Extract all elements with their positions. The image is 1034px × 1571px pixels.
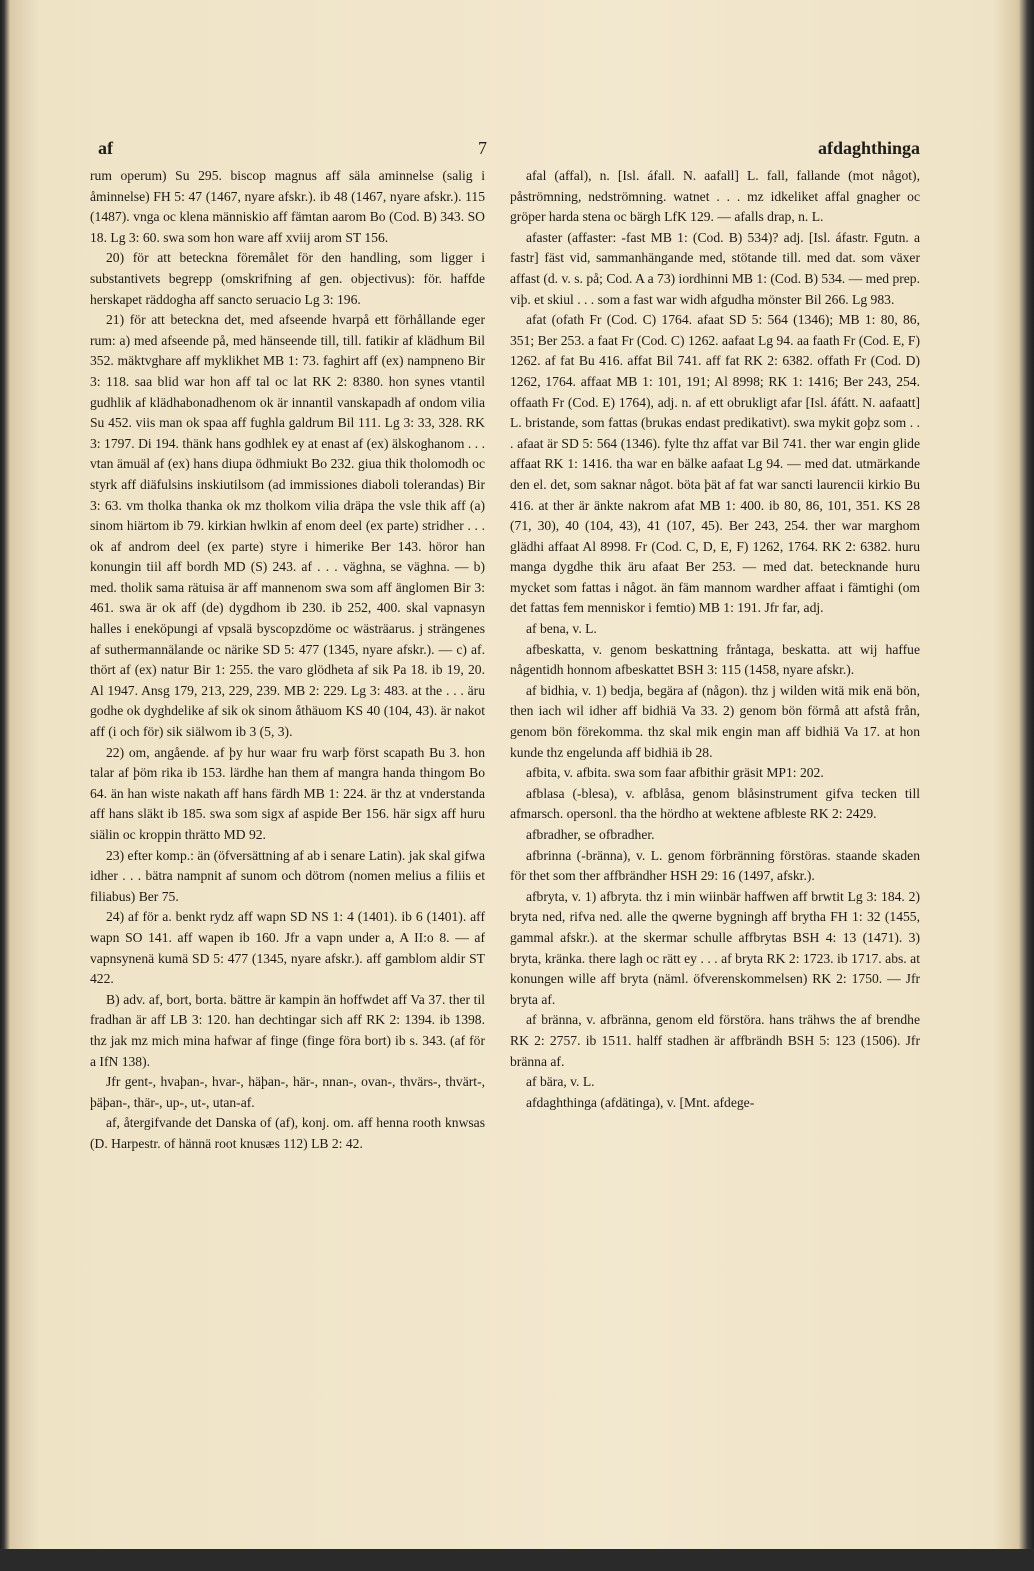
entry-paragraph: afaster (affaster: -fast MB 1: (Cod. B) 534)? adj. [Isl. áfastr. Fgutn. a fastr] fäst vid, sammanhängande med, stötande till. med dat. som växer affast (d. v. s. på; Cod. A a 73) iordhinni MB 1: (Cod. B) 534. — med prep. viþ. et skiul . . . som a fast war widh afgudha mönster Bil 266. Lg 983.: [510, 229, 920, 307]
entry-paragraph: afblasa (-blesa), v. afblåsa, genom blåsinstrument gifva tecken till afmarsch. opersonl. tha the hördho at wektene afbleste RK 2: 2429.: [510, 785, 920, 822]
page-number: 7: [478, 138, 487, 158]
left-column: [90, 166, 485, 1155]
entry-paragraph: 23) efter komp.: än (öfversättning af ab i senare Latin). jak skal gifwa idher . . . bätra nampnit af sunom och dötrom (nomen melius a filiis et filiabus) Ber 75.: [90, 847, 485, 904]
entry-paragraph: afbeskatta, v. genom beskattning fråntaga, beskatta. att wij haffue någentidh honnom afbeskattet BSH 3: 115 (1458, nyare afskr.).: [510, 641, 920, 678]
entry-paragraph: afbryta, v. 1) afbryta. thz i min wiinbär haffwen aff brwtit Lg 3: 184. 2) bryta ned, rifva ned. alle the qwerne bygningh aff brytha FH 1: 32 (1455, gammal afskr.). at the skermar schulle affbrytas BSH 4: 13 (1471). 3) bryta, kränka. there lagh oc rätt ey . . . af bryta RK 2: 1723. ib 1717. abs. at konungen wille aff bryta (näml. öfverenskommelsen) RK 2: 1750. — Jfr bryta af.: [510, 888, 920, 1007]
header-left-guide-word: af: [98, 138, 113, 158]
entry-paragraph: afal (affal), n. [Isl. áfall. N. aafall] L. fall, fallande (mot något), påströmning, nedströmning. watnet . . . mz idkeliket affal gnagher oc gröper harda stena oc bärgh LfK 129. — afalls drap, n. L.: [510, 168, 920, 225]
entry-paragraph: af bidhia, v. 1) bedja, begära af (någon). thz j wilden witä mik enä bön, then iach wil idher aff bidhiä Va 33. 2) genom bön förmå att afstå från, genom bön förekomma. thz skal mik engin man aff bidhiä Va 17. at hon kunde thz engelunda aff bidhiä ib 28.: [510, 682, 920, 760]
entry-paragraph: 20) för att beteckna föremålet för den handling, som ligger i substantivets begrepp (omskrifning af gen. objectivus): för. haffde herskapet räddogha aff sancto seruacio Lg 3: 196.: [90, 250, 485, 307]
entry-paragraph: afat (ofath Fr (Cod. C) 1764. afaat SD 5: 564 (1346); MB 1: 80, 86, 351; Ber 253. a faat Fr (Cod. C) 1262. aafaat Lg 94. aa faath Fr (Cod. E, F) 1262. af fat Bu 416. affat Bil 741. aff fat RK 2: 6382. offath Fr (Cod. D) 1262, 1764. affaat MB 1: 101, 191; Al 8998; RK 1: 1416; Ber 243, 254. offaath Fr (Cod. E) 1764), adj. n. af ett obrukligt afar [Isl. áfátt. N. aafaatt] L. bristande, som fattas (brukas endast predikativt). swa mykit goþz som . . . afaat är SD 5: 564 (1346). fylte thz affat var Bil 741. ther war engin glide affaat RK 1: 1416. tha war en bälke aafaat Lg 94. — med dat. utmärkande den el. det, som saknar något. böta þät af fat war sancti laurencii kirkio Bu 416. at ther är änkte nakrom afat MB 1: 400. ib 80, 86, 101, 351. KS 28 (71, 30), 40 (104, 43), 41 (107, 45). Ber 243, 254. ther war marghom glädhi affaat Al 8998. Fr (Cod. C, D, E, F) 1262, 1764. RK 2: 6382. huru manga dygdhe thik äru afaat Ber 253. — med dat. betecknande huru mycket som fattas i något. än fäm mannom wardher affaat i fämtighi (om det fattas fem menniskor i femtio) MB 1: 191. Jfr far, adj.: [510, 312, 920, 616]
entry-paragraph: 21) för att beteckna det, med afseende hvarpå ett förhållande eger rum: a) med afseende på, med hänseende till, till. fatikir af klädhum Bil 352. mäktvghare aff myklikhet MB 1: 73. faghirt aff (ex) nampneno Bir 3: 118. saa blid war hon aff tal oc lat RK 2: 8380. hon synes vtantil gudhlik af klädhabonadhenom ok är innantil vanskapadh af ondom vilia Su 452. viis man ok spaa aff fughla galdrum Bil 111. Lg 3: 33, 328. RK 3: 1797. Di 194. thänk hans godhlek ey at enast af (ex) älskoghanom . . . vtan ämuäl af (ex) hans diupa ödhmiukt Bo 232. giua thik tholomodh oc styrk aff diäfulsins inskiutilsom (ad immissiones diaboli tolerandas) Bir 3: 63. vm tholka thanka ok mz tholkom vilia dräpa the vsle thik aff (a) sinom hiärtom ib 79. kirkian hwlkin af enom deel (ex parte) stridher . . . ok af androm deel (ex parte) styre i himerike Ber 143. höror han konungin tiil aff bordh MD (S) 243. af . . . väghna, se väghna. — b) med. tholik sama rätuisa är aff mannenom swa som aff änglomen Bir 3: 461. swa är ok aff (de) dygdhom ib 230. ib 252, 400. skal vapnasyn halles i eneköpungi af vpsalä byscopzdöme oc wästräarus. j strängenes af suthermannälande oc närike SD 5: 477 (1345, nyare afskr.). — c) af. thört af (ex) natur Bir 1: 255. the varo glödheta af sik Pa 18. ib 19, 20. Al 1947. Ansg 179, 213, 229, 239. MB 2: 229. Lg 3: 483. at the . . . äru godhe ok dyghdelike af sik ok sinom åthäuom KS 40 (104, 43). är nakot aff (i och för) sik siälwom ib 3 (5, 3).: [90, 312, 485, 740]
entry-paragraph: B) adv. af, bort, borta. bättre är kampin än hoffwdet aff Va 37. ther til fradhan är aff LB 3: 120. han dechtingar sich aff RK 2: 1394. ib 1398. thz jak mz mich mina hafwar af finge (finge föra bort) ib s. 343. (af för a IfN 138).: [90, 991, 485, 1069]
entry-paragraph: afbrinna (-bränna), v. L. genom förbränning förstöras. staande skaden för thet som ther affbrändher HSH 29: 16 (1497, afskr.).: [510, 847, 920, 884]
right-column: [510, 166, 920, 1113]
entry-paragraph: 24) af för a. benkt rydz aff wapn SD NS 1: 4 (1401). ib 6 (1401). aff wapn SO 141. aff wapen ib 160. Jfr a vapn under a, A II:o 8. — af vapnsynenä kumä SD 5: 477 (1345, nyare afskr.). aff gamblom aldir ST 422.: [90, 909, 485, 987]
entry-paragraph: af bära, v. L.: [526, 1074, 595, 1090]
entry-paragraph: afbita, v. afbita. swa som faar afbithir gräsit MP1: 202.: [526, 765, 824, 781]
entry-paragraph: afdaghthinga (afdätinga), v. [Mnt. afdege-: [526, 1094, 755, 1110]
entry-paragraph: af bränna, v. afbränna, genom eld förstöra. hans trähws the af brendhe RK 2: 2757. ib 1511. halff stadhen är affbrändh BSH 5: 123 (1506). Jfr bränna af.: [510, 1012, 920, 1069]
entry-paragraph: af, återgifvande det Danska of (af), konj. om. aff henna rooth knwsas (D. Harpestr. of hännä root knusæs 112) LB 2: 42.: [90, 1115, 485, 1151]
dictionary-page: [60, 130, 1000, 1560]
header-right-guide-word: afdaghthinga: [817, 138, 920, 158]
cross-reference: Jfr gent-, hvaþan-, hvar-, häþan-, här-, nnan-, ovan-, thvärs-, thvärt-, þäþan-, thär-, up-, ut-, utan-af.: [90, 1074, 485, 1110]
entry-paragraph: af bena, v. L.: [526, 621, 597, 637]
entry-paragraph: afbradher, se ofbradher.: [526, 827, 655, 842]
entry-paragraph: 22) om, angående. af þy hur waar fru warþ först scapath Bu 3. hon talar af þöm rika ib 153. lärdhe han them af mangra handa thingom Bo 64. än han wiste nakath aff hans färdh MB 1: 224. är thz at vnderstanda aff hans släkt ib 185. swa som sigx af aspide Ber 156. här sigx aff huru siälin oc kroppin thrätto MD 92.: [90, 744, 485, 842]
entry-paragraph: rum operum) Su 295. biscop magnus aff säla aminnelse (salig i åminnelse) FH 5: 47 (1467, nyare afskr.). ib 48 (1467, nyare afskr.). 115 (1487). vnga oc klena människio aff fämtan aarom Bo (Cod. B) 343. SO 18. Lg 3: 60. swa som hon ware aff xviij arom ST 156.: [90, 168, 485, 245]
